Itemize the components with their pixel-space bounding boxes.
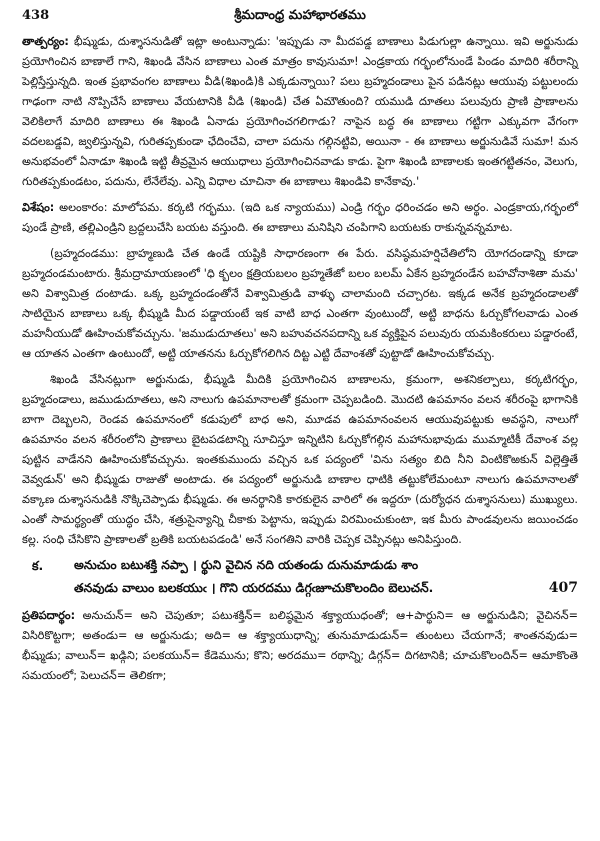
verse-line-1: అనుచుం బటుశక్తి నప్పా । ర్థుని వైచిన నది యతండు దునుమాడుడు శాం bbox=[74, 558, 419, 572]
verse-number: 407 bbox=[548, 580, 578, 596]
visesham-paragraph bbox=[22, 198, 578, 238]
pratipadartham-label: ప్రతిపదార్థం: bbox=[22, 609, 76, 622]
verse-marker: క. bbox=[32, 558, 44, 573]
visesham-text: అలంకారం: మాలోపమ. కర్కటి గర్భము. (ఇది ఒక న్యాయము) ఎండ్రి గర్భం ధరించడం అని అర్థం. ఎండ్రకాయ,గర్భంలో పుండే ప్రాణి, తల్లిఎండ్రిని బ్రద్దలుచేసి బయట వస్తుంది. ఈ బాణాలు మనిషిని చంపిగాని బయటకు రాకున్నవన్నమాట. bbox=[22, 201, 578, 234]
page-header bbox=[22, 8, 578, 28]
running-title: శ్రీమదాంధ్ర మహాభారతము bbox=[234, 8, 366, 23]
page-number: 438 bbox=[22, 8, 50, 23]
brahmadandam-paragraph: (బ్రహ్మదండము: బ్రాహ్మణుడి చేత ఉండే యష్టికి సాధారణంగా ఈ పేరు. వసిష్ఠమహర్షిచేతిలోని యోగదండాన్ని కూడా బ్రహ్మదండమంటారు. శ్రీమద్రామాయణంలో 'ధి క్బలం క్షత్రియబలం బ్రహ్మతేజో బలం బలమ్ ఏకేన బ్రహ్మదండేన బహవోనాశితా మమ' అని విశ్వామిత్ర దంటాడు. ఒక్క బ్రహ్మదండంతోనే విశ్వామిత్రుడి వాళ్ళు చాలామంది చచ్చారట. ఇక్కడ అనేక బ్రహ్మదండాలతో సాటియైన బాణాలు ఒక్క భీష్ముడి మీద పడ్డాయంటే ఇక వాటి బాధ ఎంతగా వుంటుందో, అట్టి బాధను ఓర్చుకోగలవాడు ఎంత మహనీయుడో ఊహించుకోవచ్చును. 'జముడుదూతలు' అని బహువచనపదాన్ని ఒక వ్యక్తిపైన పలువురు యమకింకరులు పడ్డారంటే, ఆ యాతన ఎంతగా ఉంటుందో, అట్టి యాతనను ఓర్చుకోగలిగిన దిట్ట ఎట్టి దేవాంశతో పుట్టాడో ఊహించుకోవచ్చు. bbox=[22, 247, 578, 360]
verse-block bbox=[22, 554, 578, 600]
tatparyam-label: తాత్పర్యం: bbox=[22, 35, 69, 48]
shikhandi-paragraph: శిఖండి వేసినట్లుగా అర్జునుడు, భీష్ముడి మీదికి ప్రయోగించిన బాణాలను, క్రమంగా, అశనికల్పాలు, కర్కటిగర్భం, బ్రహ్మదండాలు, జముడుదూతలు, అని నాలుగు ఉపమానాలతో క్రమంగా చెప్పబడింది. మొదటి ఉపమానం వలన శరీరంపై భాగానికి బాగా దెబ్బలని, రెండవ ఉపమానంలో కడుపులో బాధ అని, మూడవ ఉపమానంవలన ఆయువుపట్టుకు అవస్థని, నాలుగో ఉపమానం వలన శరీరంలోని ప్రాణాలు బైటపడటాన్ని సూచిస్తూ ఇన్నిటిని ఓర్చుకోగల్గిన మహానుభావుడు ముమ్మాటికీ దేవాంశ వల్ల పుట్టిన వాడేనని ఊహించుకోవచ్చును. ఇంతకుముందు వచ్చిన ఒక పద్యంలో 'విను సత్యం బిది నీని వింటికొఱకున్ విల్లెత్తితే వెవ్వడున్' అని భీష్ముడు రాజుతో అంటాడు. ఈ పద్యంలో అర్జునుడి బాణాల ధాటికి తట్టుకోలేమంటూ నాలుగు ఉపమానాలతో వక్కాణ దుశ్శాసనుడికి నొక్కిచెప్పాడు భీష్ముడు. ఈ అనర్థానికి కారకులైన వారిలో ఈ ఇద్దరూ (దుర్యోధన దుశ్శాసనులు) ముఖ్యులు. ఎంతో సామర్థ్యంతో యుద్ధం చేసి, శత్రుసైన్యాన్ని చీకాకు పెట్టాను, ఇప్పుడు విరమించుకుంటా, ఇక మీరు పాండవులను జయించడం కల్ల. సంధి చేసికొని ప్రాణాలతో బ్రతికి బయటపడండి' అనే సంగతిని వారికి చెప్పక చెప్పినట్లు అనిపిస్తుంది. bbox=[22, 373, 578, 546]
pratipadartham-text: అనుచున్= అని చెపుతూ; పటుశక్తిన్= బలిష్ఠమైన శక్త్యాయుధంతో; ఆ+పార్థుని= ఆ అర్జునుడిని; వైచినన్= విసిరికొట్టగా; అతండు= ఆ అర్జునుడు; అది= ఆ శక్త్యాయుధాన్ని; తునుమాడుడున్= తుంటలు చేయగానే; శాంతనవుడు= భీష్ముడు; వాలున్= ఖడ్గిని; పలకయున్= కేడెమును; కొని; అరదము= రథాన్ని; డిగ్గన్= దిగటానికి; చూచుకొలందిన్= ఆమాకొంతె సమయంలో; పెలుచన్= తెలికగా; bbox=[22, 609, 578, 682]
tatparyam-paragraph bbox=[22, 32, 578, 192]
pratipadartham-paragraph bbox=[22, 606, 578, 686]
page-content bbox=[22, 32, 578, 686]
tatparyam-text: భీష్ముడు, దుశ్శాసనుడితో ఇట్లా అంటున్నాడు: 'ఇప్పుడు నా మీదపడ్డ బాణాలు పిడుగుల్లా ఉన్నాయి. ఇవి అర్జునుడు ప్రయోగించిన బాణాలే గాని, శిఖండి వేసిన బాణాలు ఎంత మాత్రం కావుసుమా! ఎండ్రకాయ గర్భంలోనుండే పిండం మాదిరి శరీరాన్ని పెల్లిస్తేస్తున్నది. ఇంత ప్రభావంగల బాణాలు వీడి(శిఖండి)కి ఎక్కడున్నాయి? పలు బ్రహ్మదండాలు పైన పడినట్లు ఆయువు పట్టులందు గాఢంగా నాటి నొప్పిచేసే బాణాలు వేయటానికి వీడి (శిఖండి) చేత ఏమౌతుంది? యముడి దూతలు పలువురు ప్రాణి ప్రాణాలను వెలికిలాగే మాదిరి బాణాలు ఈ శిఖండి ఏనాడు ప్రయోగించగలిగాడు? నాపైన బద్ధ ఈ బాణాలు గట్టిగా ఎక్కువగా వేగంగా వదలబడ్డవి, జ్వలిస్తున్నవి, గురితప్పకుండా ఛేదించేవి, చాలా పదును గల్గినట్టివి, అయినా - ఈ బాణాలు అర్జునుడివే సుమా! మన అనుభవంలో ఏనాడూ శిఖండి ఇట్టి తీవ్రమైన ఆయుధాలు ప్రయోగించినవాడు కాడు. పైగా శిఖండి బాణాలకు ఇంతగట్టితనం, వెలుగు, గురితప్పకుండటం, పదును, లేనేలేవు. ఎన్ని విధాల చూచినా ఈ బాణాలు శిఖండివి కానేకావు.' bbox=[22, 35, 578, 188]
verse-line-2: తనవుడు వాలుం బలకయుఁ । గొని యరదము డిగ్గఁజూచుకొలందిం బెలుచన్. bbox=[74, 581, 434, 595]
visesham-label: విశేషం: bbox=[22, 201, 55, 214]
